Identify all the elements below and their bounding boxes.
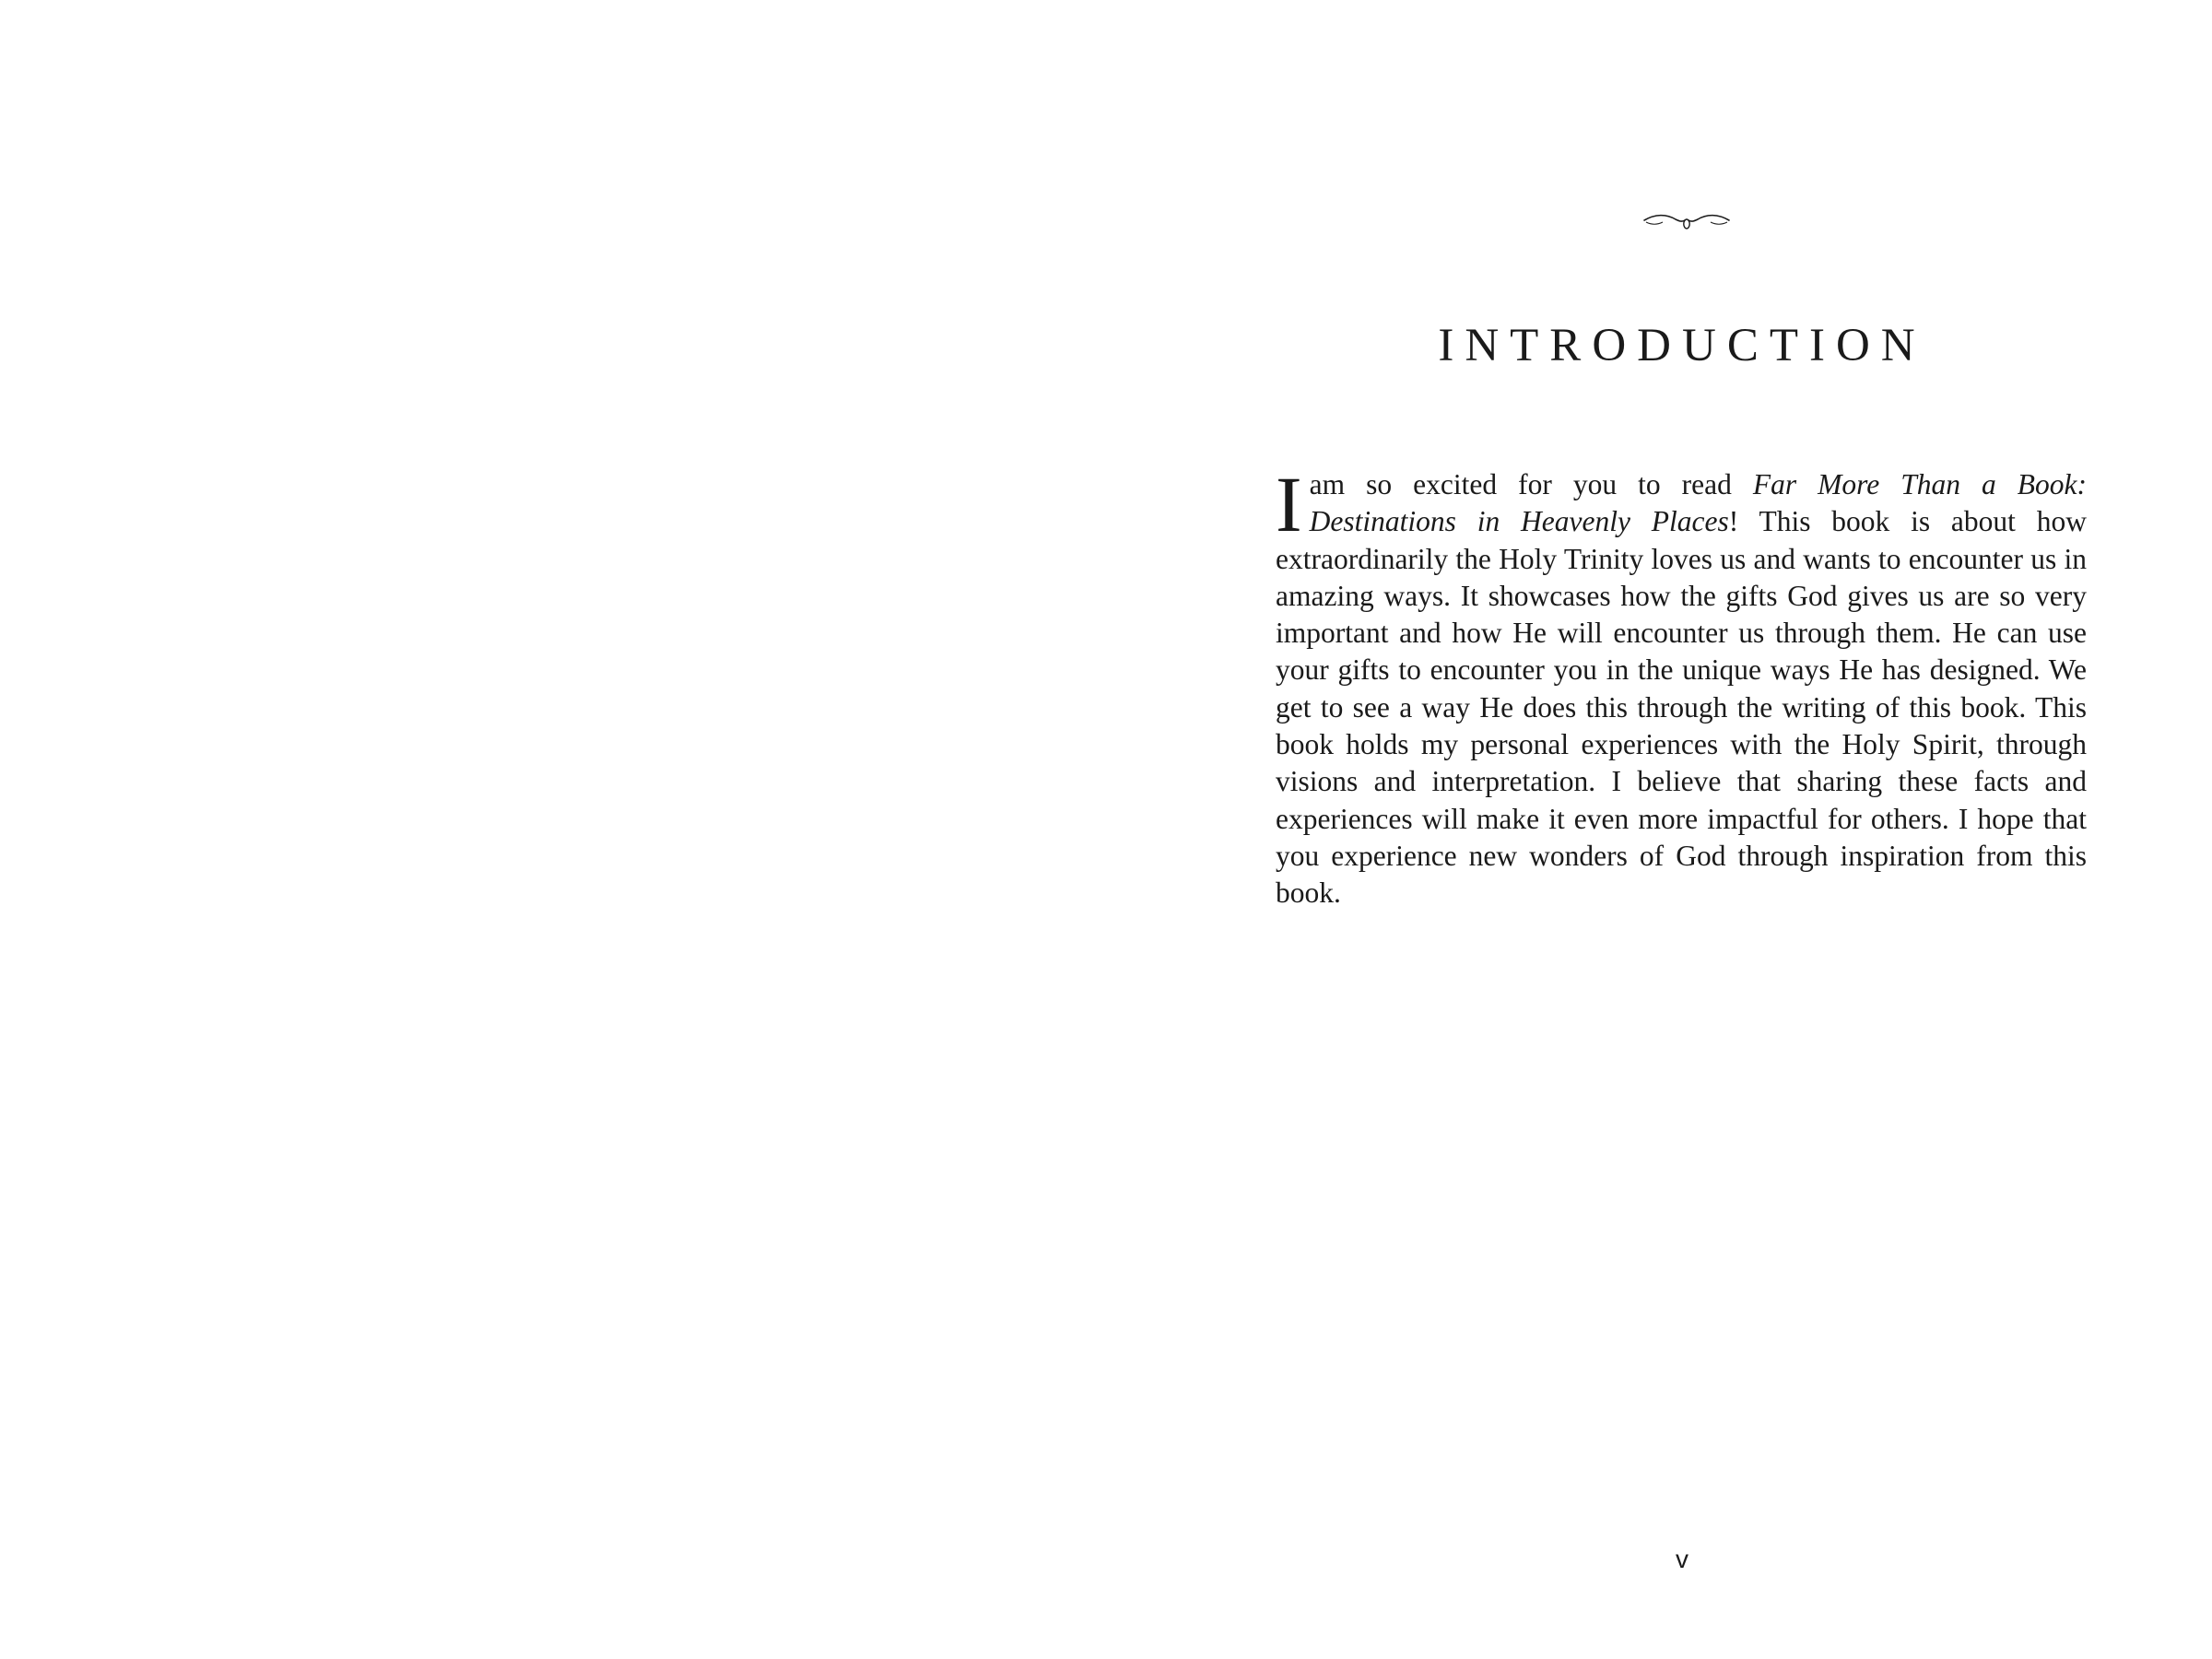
drop-cap: I — [1276, 460, 1302, 548]
lead-text: am so excited for you to read — [1309, 468, 1753, 500]
chapter-title: INTRODUCTION — [1438, 320, 1926, 371]
page-number: v — [1676, 1545, 1688, 1573]
right-page — [1106, 0, 2212, 1659]
body-paragraph — [1276, 460, 2088, 912]
remaining-text: ! This book is about how extraordinarily the Holy Trinity loves us and wants to encounter us in amazing ways. It showcases how the gifts God gives us are so very important and how He will encounter us through them. He can use your gifts to encounter you in the unique ways He has designed. We get to see a way He does this through the writing of this book. This book holds my personal experiences with the Holy Spirit, through visions and interpretation. I believe that sharing these facts and experiences will make it even more impactful for others. I hope that you experience new wonders of God through inspiration from this book. — [1276, 505, 2087, 910]
book-title-italic: Far More Than a Book: Destinations in Heavenly Places — [1309, 468, 2088, 538]
flourish-ornament-icon — [1642, 206, 1731, 234]
